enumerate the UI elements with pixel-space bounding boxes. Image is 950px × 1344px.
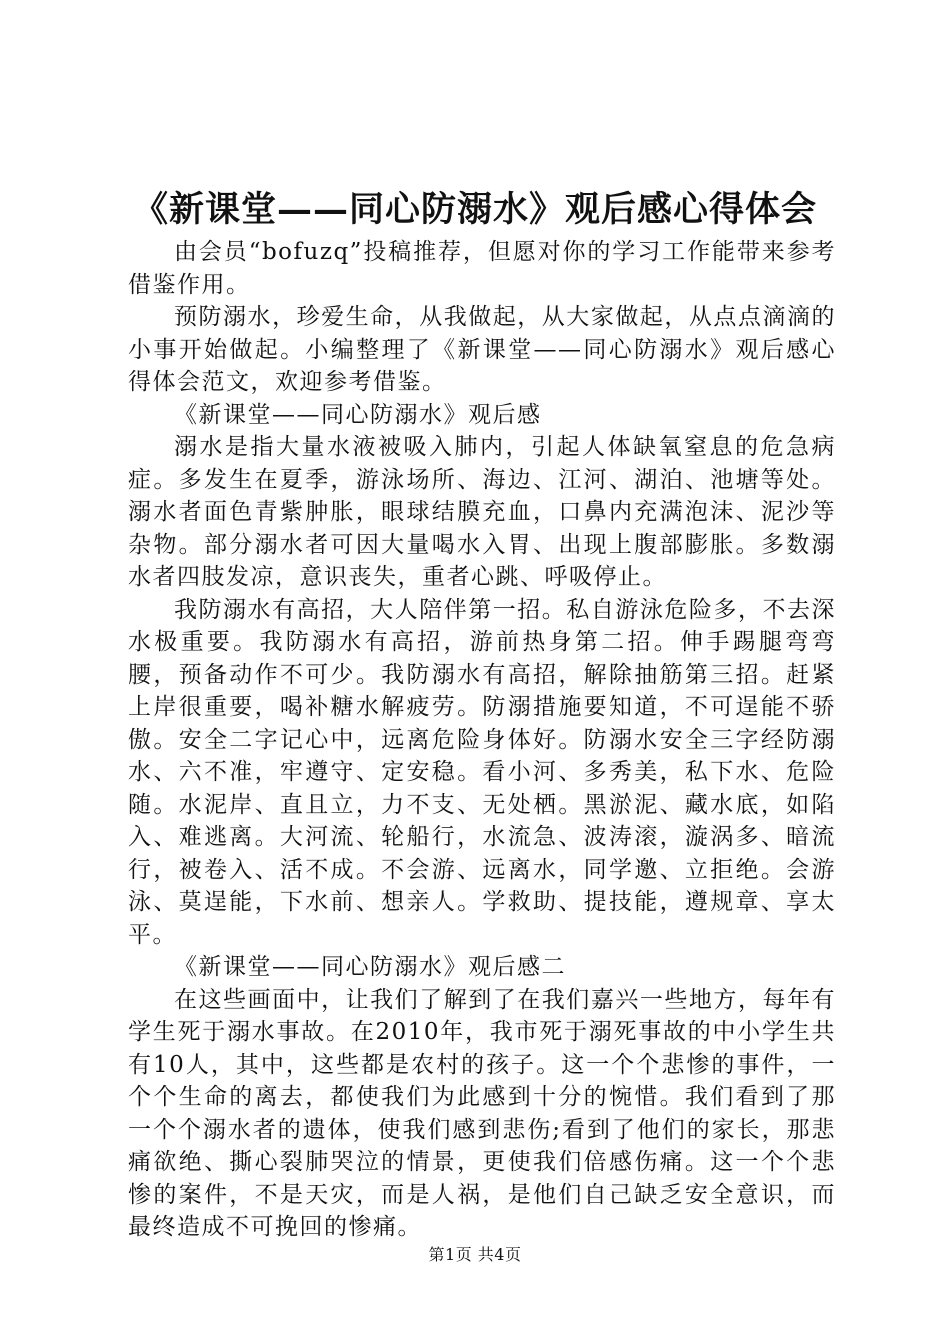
body-paragraph: 溺水是指大量水液被吸入肺内，引起人体缺氧窒息的危急病症。多发生在夏季，游泳场所、海边、江河、湖泊、池塘等处。溺水者面色青紫肿胀，眼球结膜充血，口鼻内充满泡沫、泥沙等杂物。部分溺水者可因大量喝水入胃、出现上腹部膨胀。多数溺水者四肢发凉，意识丧失，重者心跳、呼吸停止。: [128, 434, 836, 590]
section-heading-2: 《新课堂——同心防溺水》观后感二: [174, 954, 566, 980]
body-paragraph: 在这些画面中，让我们了解到了在我们嘉兴一些地方，每年有学生死于溺水事故。在2010年，我市死于溺死事故的中小学生共有10人，其中，这些都是农村的孩子。这一个个悲惨的事件，一个个生命的离去，都使我们为此感到十分的惋惜。我们看到了那一个个溺水者的遗体，使我们感到悲伤;看到了他们的家长，那悲痛欲绝、撕心裂肺哭泣的情景，更使我们倍感伤痛。这一个个悲惨的案件，不是天灾，而是人祸，是他们自己缺乏安全意识，而最终造成不可挽回的惨痛。: [128, 986, 836, 1240]
document-body: [128, 236, 836, 1244]
section-heading-1: 《新课堂——同心防溺水》观后感: [174, 401, 542, 428]
body-paragraph: 我防溺水有高招，大人陪伴第一招。私自游泳危险多，不去深水极重要。我防溺水有高招，游前热身第二招。伸手踢腿弯弯腰，预备动作不可少。我防溺水有高招，解除抽筋第三招。赶紧上岸很重要，喝补糖水解疲劳。防溺措施要知道，不可逞能不骄傲。安全二字记心中，远离危险身体好。防溺水安全三字经防溺水、六不准，牢遵守、定安稳。看小河、多秀美，私下水、危险随。水泥岸、直且立，力不支、无处栖。黑淤泥、藏水底，如陷入、难逃离。大河流、轮船行，水流急、波涛滚，漩涡多、暗流行，被卷入、活不成。不会游、远离水，同学邀、立拒绝。会游泳、莫逞能，下水前、想亲人。学救助、提技能，遵规章、享太平。: [128, 596, 836, 948]
page-number-footer: 第1页 共4页: [428, 1245, 522, 1264]
preface-paragraph: 预防溺水，珍爱生命，从我做起，从大家做起，从点点滴滴的小事开始做起。小编整理了《新课堂——同心防溺水》观后感心得体会范文，欢迎参考借鉴。: [128, 304, 836, 395]
document-title: 《新课堂——同心防溺水》观后感心得体会: [132, 189, 817, 230]
intro-paragraph: 由会员“bofuzq”投稿推荐，但愿对你的学习工作能带来参考借鉴作用。: [128, 239, 836, 298]
